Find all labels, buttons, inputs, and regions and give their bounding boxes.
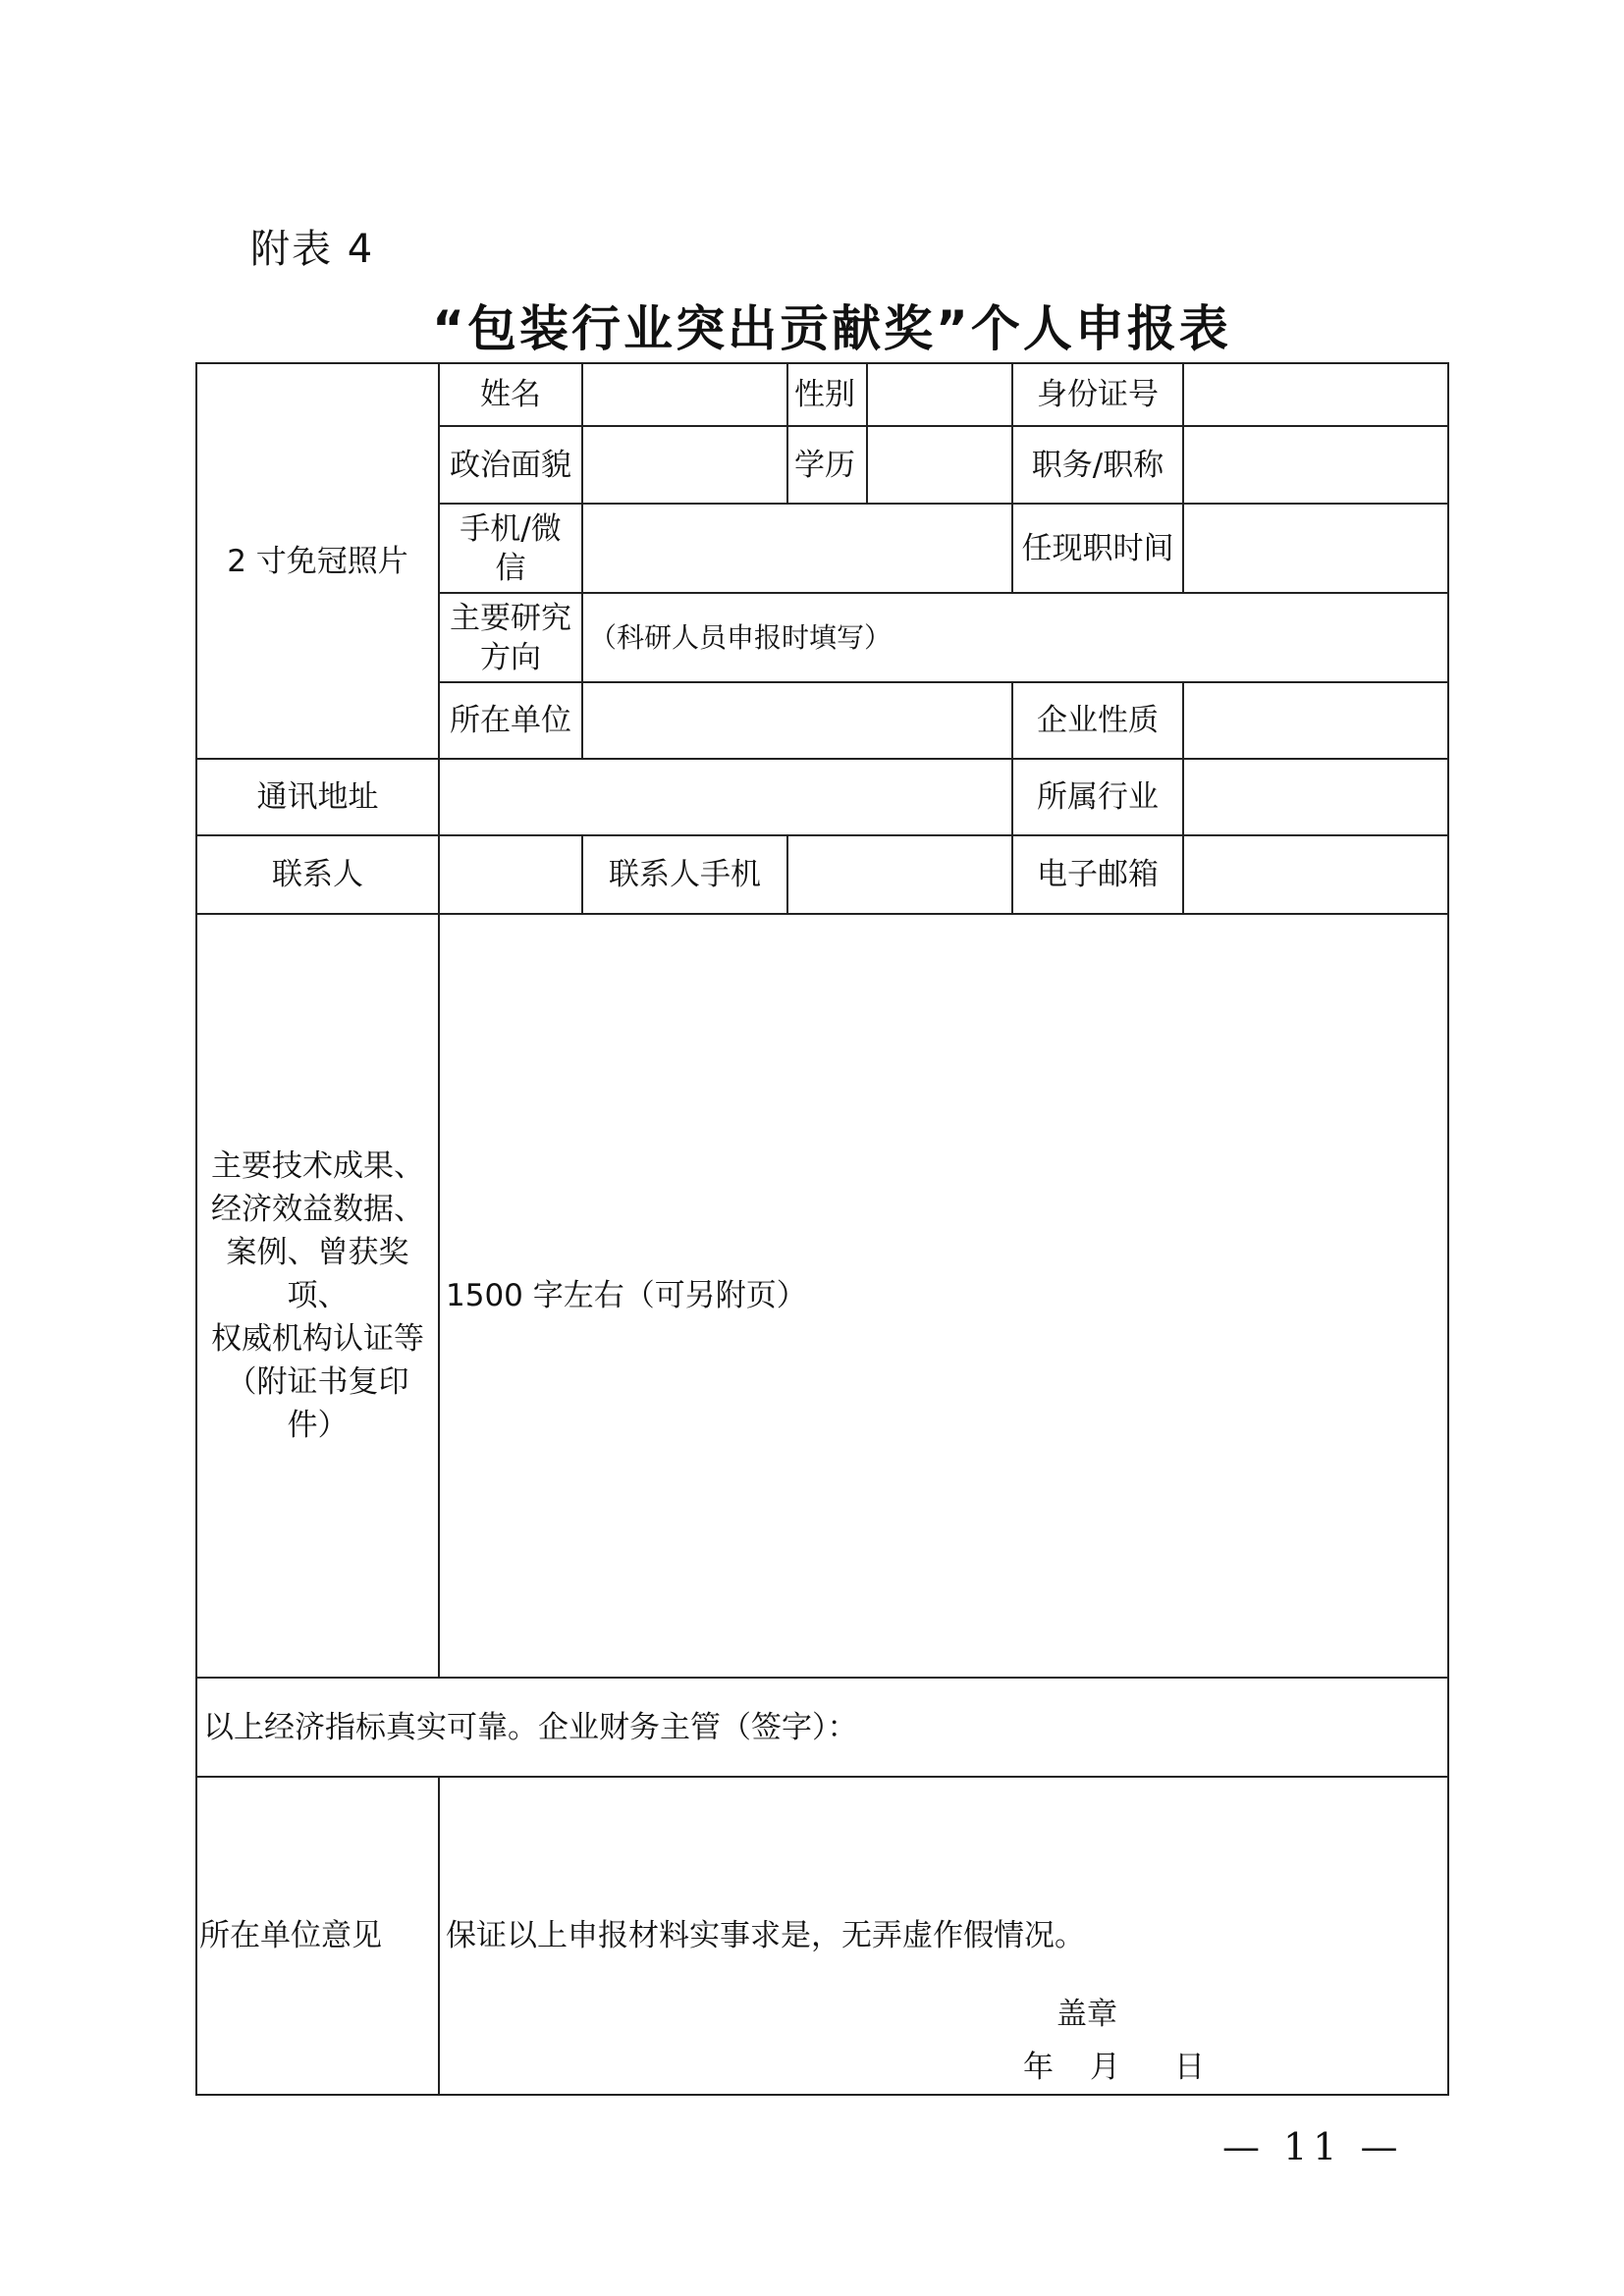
- contact-phone-field[interactable]: [787, 835, 1012, 914]
- seal-label: 盖章: [1056, 1997, 1117, 2032]
- guarantee-text: 保证以上申报材料实事求是，无弄虚作假情况。: [446, 1918, 1085, 1953]
- email-label: 电子邮箱: [1012, 835, 1183, 914]
- gender-label: 性别: [787, 363, 867, 426]
- achievements-label-line: 经济效益数据、: [211, 1192, 424, 1227]
- form-title-text: “包装行业突出贡献奖”个人申报表: [432, 300, 1231, 357]
- company-nature-field[interactable]: [1183, 682, 1448, 759]
- achievements-field[interactable]: 1500 字左右（可另附页）: [439, 914, 1448, 1678]
- education-field[interactable]: [867, 426, 1012, 504]
- industry-label: 所属行业: [1012, 759, 1183, 835]
- date-day: 日: [1174, 2050, 1205, 2085]
- company-nature-label: 企业性质: [1012, 682, 1183, 759]
- application-form: [195, 362, 1449, 2096]
- id-number-label: 身份证号: [1012, 363, 1183, 426]
- contact-field[interactable]: [439, 835, 582, 914]
- contact-phone-label: 联系人手机: [582, 835, 787, 914]
- political-status-label: 政治面貌: [439, 426, 582, 504]
- current-post-time-field[interactable]: [1183, 504, 1448, 593]
- industry-field[interactable]: [1183, 759, 1448, 835]
- research-direction-field[interactable]: （科研人员申报时填写）: [582, 593, 1448, 682]
- employer-field[interactable]: [582, 682, 1012, 759]
- position-title-label: 职务/职称: [1012, 426, 1183, 504]
- phone-wechat-field[interactable]: [582, 504, 1012, 593]
- phone-wechat-label-line1: 手机/微: [460, 510, 562, 547]
- political-status-field[interactable]: [582, 426, 787, 504]
- unit-opinion-label: 所在单位意见: [196, 1777, 439, 2095]
- achievements-label-line: 主要技术成果、: [211, 1148, 424, 1184]
- research-direction-label: [439, 593, 582, 682]
- name-label: 姓名: [439, 363, 582, 426]
- annex-label: 附表 4: [250, 227, 375, 272]
- education-label: 学历: [787, 426, 867, 504]
- phone-wechat-label-line2: 信: [495, 550, 526, 586]
- id-number-field[interactable]: [1183, 363, 1448, 426]
- gender-field[interactable]: [867, 363, 1012, 426]
- current-post-time-label: 任现职时间: [1012, 504, 1183, 593]
- achievements-label-line: 权威机构认证等: [211, 1321, 424, 1357]
- achievements-label-line: 案例、曾获奖项、: [226, 1235, 409, 1313]
- research-direction-label-line1: 主要研究: [450, 600, 571, 636]
- contact-label: 联系人: [196, 835, 439, 914]
- employer-label: 所在单位: [439, 682, 582, 759]
- finance-confirm-cell[interactable]: 以上经济指标真实可靠。企业财务主管（签字）：: [196, 1678, 1448, 1777]
- name-field[interactable]: [582, 363, 787, 426]
- achievements-label-line: 件）: [287, 1408, 349, 1443]
- photo-cell[interactable]: 2 寸免冠照片: [196, 363, 439, 759]
- form-title: [0, 290, 1624, 360]
- phone-wechat-label: [439, 504, 582, 593]
- position-title-field[interactable]: [1183, 426, 1448, 504]
- date-month: 月: [1090, 2050, 1120, 2085]
- page-number: — 11 —: [1222, 2125, 1404, 2168]
- email-field[interactable]: [1183, 835, 1448, 914]
- unit-opinion-field[interactable]: [439, 1777, 1448, 2095]
- address-label: 通讯地址: [196, 759, 439, 835]
- address-field[interactable]: [439, 759, 1012, 835]
- achievements-label: [196, 914, 439, 1678]
- date-year: 年: [1023, 2050, 1054, 2085]
- research-direction-label-line2: 方向: [480, 639, 541, 675]
- achievements-label-line: （附证书复印: [226, 1364, 409, 1400]
